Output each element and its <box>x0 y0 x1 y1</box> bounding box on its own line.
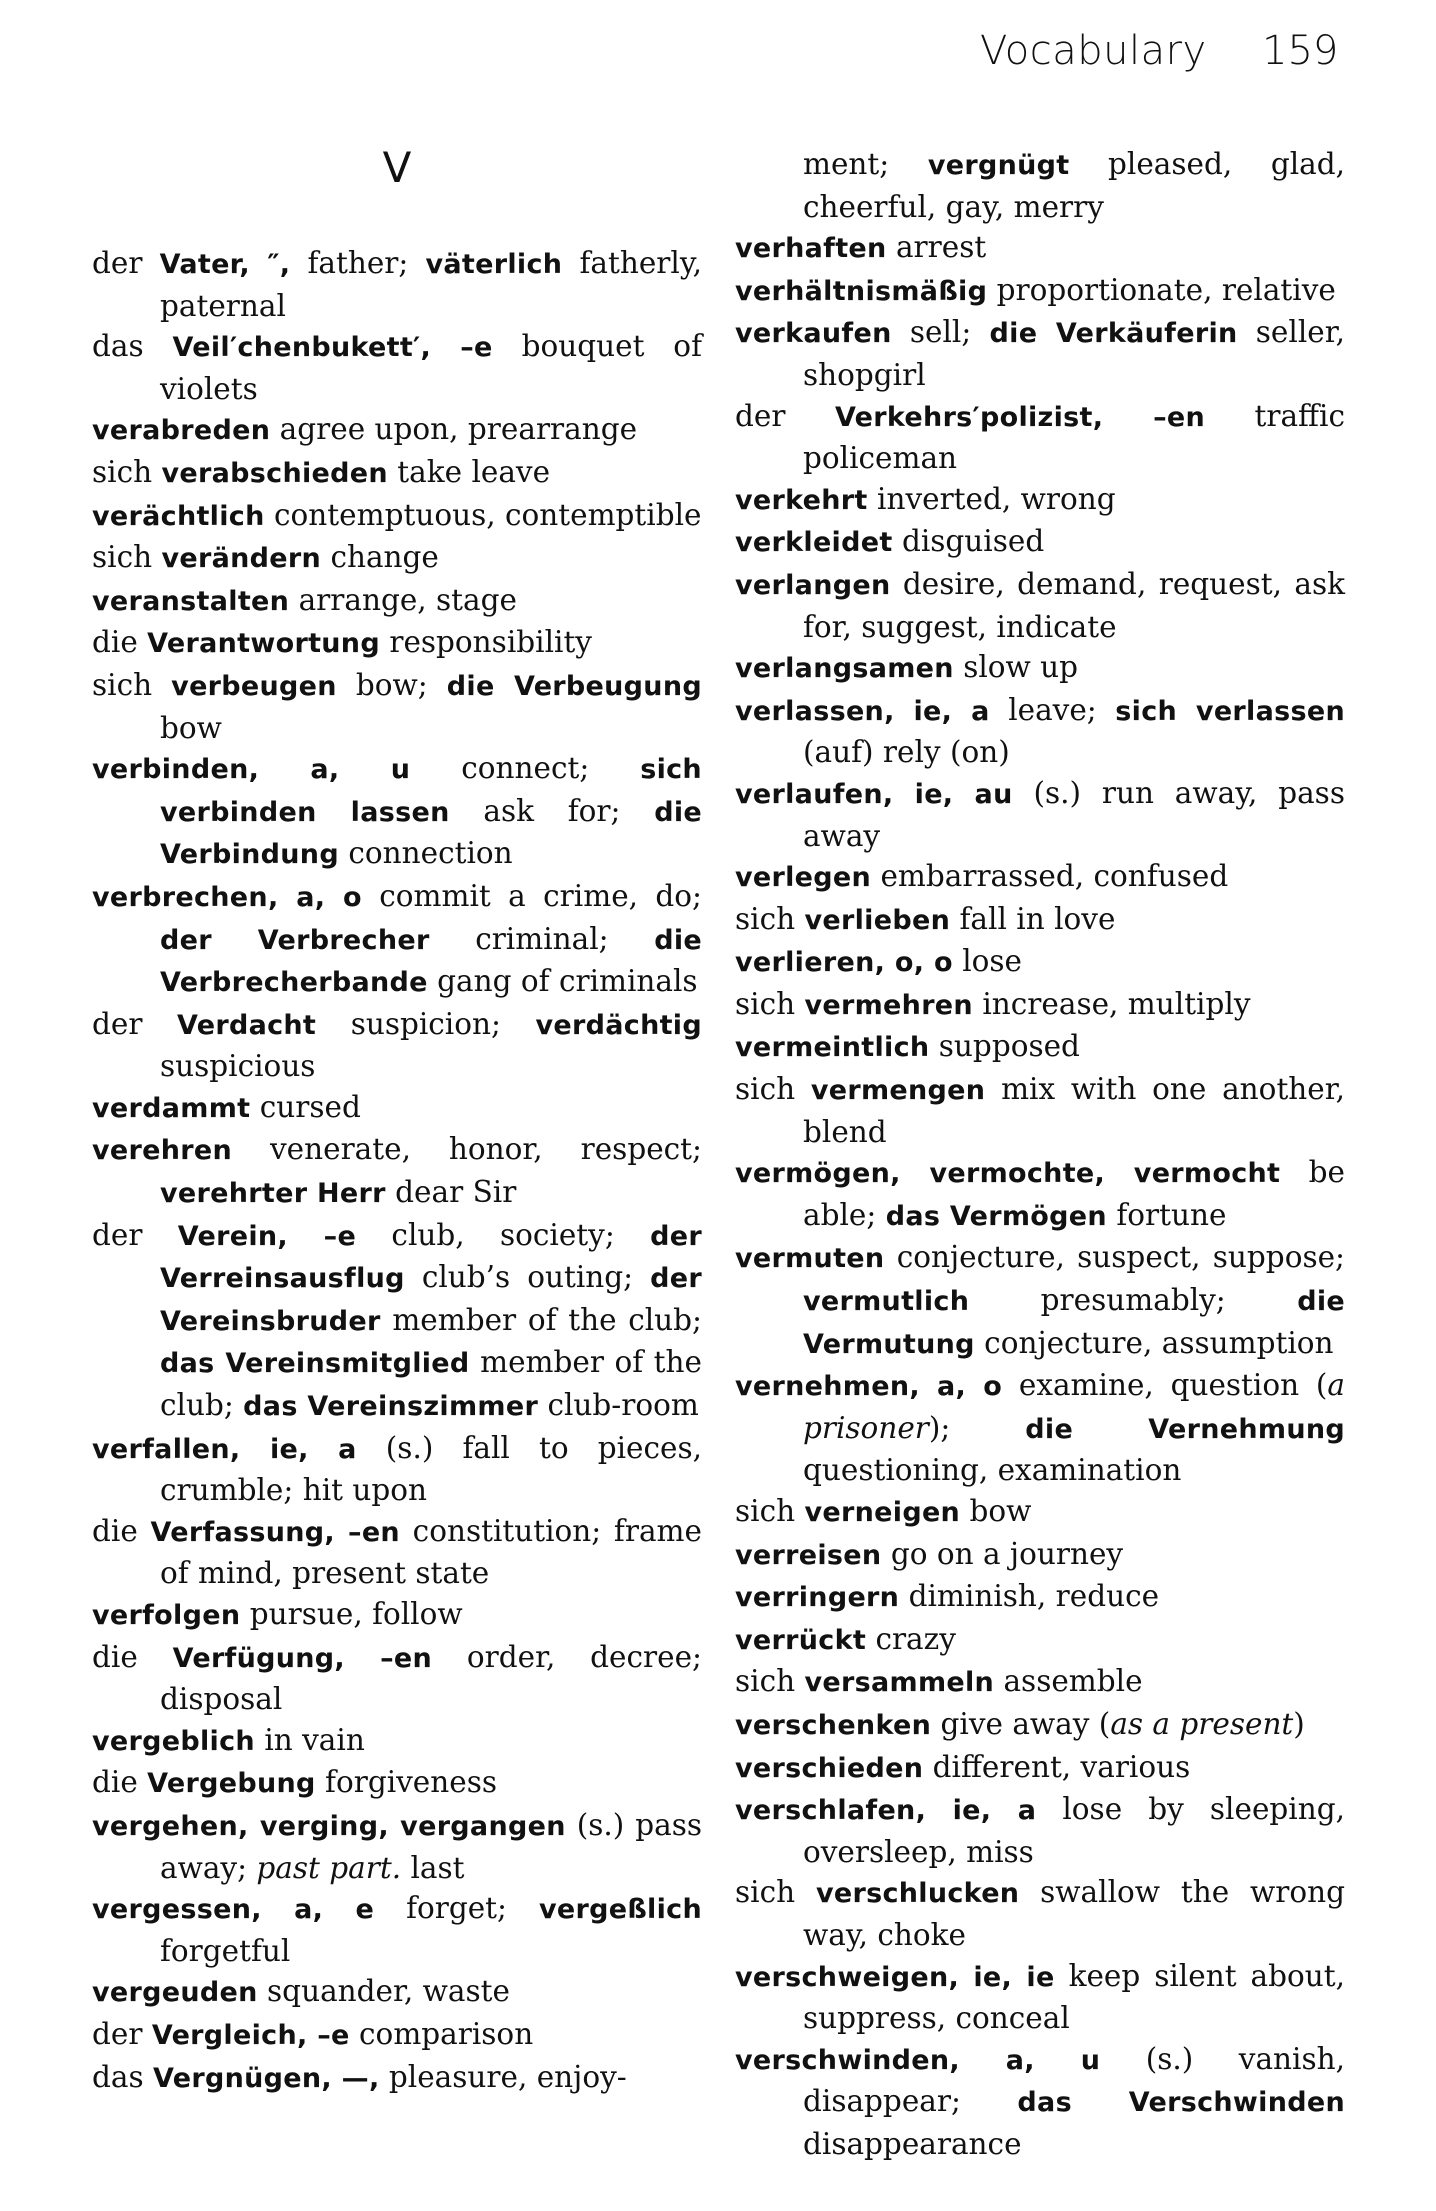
entry-derivative: das Vereinsmitglied <box>160 1348 470 1380</box>
entry-headword: verlangen <box>735 569 891 601</box>
dictionary-entry <box>92 452 702 495</box>
right-column <box>735 144 1345 2165</box>
entry-headword: verehren <box>92 1135 233 1167</box>
entry-article: das <box>92 2059 144 2094</box>
entry-gloss: member of the club; <box>160 1345 702 1423</box>
entry-article: die <box>92 625 138 660</box>
running-head: Vocabulary <box>980 28 1207 74</box>
dictionary-entry <box>92 1720 702 1763</box>
dictionary-entry <box>92 1805 702 1888</box>
entry-gloss: be able; <box>803 1155 1345 1232</box>
entry-headword: Vergleich, –e <box>151 2019 350 2051</box>
entry-headword: Verfügung, –en <box>172 1642 433 1674</box>
page-number: 159 <box>1262 28 1339 74</box>
dictionary-entry <box>92 537 702 580</box>
entry-gloss: (s.) run away, pass away <box>803 775 1345 853</box>
entry-headword: verhaften <box>735 233 887 265</box>
dictionary-entry <box>735 899 1345 942</box>
entry-article: sich <box>92 540 153 575</box>
entry-gloss: lose <box>962 944 1022 979</box>
entry-gloss: lose by sleeping, oversleep, miss <box>803 1792 1345 1869</box>
entry-headword: verlaufen, ie, au <box>735 778 1013 810</box>
entry-derivative: die Verkäuferin <box>989 318 1238 350</box>
entry-headword: verlangsamen <box>735 653 954 685</box>
entry-headword: Verfassung, –en <box>150 1516 400 1548</box>
entry-gloss: disguised <box>901 524 1045 559</box>
dictionary-entry <box>735 564 1345 647</box>
entry-gloss: dear Sir <box>395 1175 517 1210</box>
dictionary-entry <box>92 1004 702 1087</box>
right-entries <box>735 144 1345 2165</box>
entry-gloss: go on a journey <box>890 1536 1124 1571</box>
entry-headword: Vergnügen, —, <box>153 2062 380 2094</box>
entry-headword: verrückt <box>735 1624 867 1656</box>
entry-gloss: sell; <box>909 315 972 350</box>
entry-headword: Verdacht <box>177 1009 317 1041</box>
entry-gloss: crazy <box>875 1621 956 1656</box>
entry-headword: verkehrt <box>735 484 868 516</box>
entry-article: sich <box>735 1875 796 1910</box>
entry-headword: vergeblich <box>92 1725 255 1757</box>
entry-gloss: take leave <box>397 454 551 489</box>
entry-gloss: ask for; <box>483 793 621 828</box>
entry-derivative: die Vernehmung <box>1025 1413 1345 1445</box>
entry-gloss: suspicion; <box>350 1006 501 1041</box>
entry-gloss: conjecture, assumption <box>984 1325 1334 1360</box>
entry-gloss: criminal; <box>475 921 609 956</box>
dictionary-entry <box>735 1789 1345 1872</box>
dictionary-entry <box>92 1087 702 1130</box>
entry-headword: verfallen, ie, a <box>92 1433 357 1465</box>
entry-headword: verreisen <box>735 1539 882 1571</box>
entry-gloss: (s.) pass away; <box>160 1807 702 1885</box>
entry-gloss: diminish, reduce <box>908 1579 1160 1614</box>
entry-gloss: member of the club; <box>392 1302 702 1337</box>
dictionary-entry <box>735 479 1345 522</box>
entry-headword: verschlafen, ie, a <box>735 1795 1037 1827</box>
entry-headword: vernehmen, a, o <box>735 1371 1003 1403</box>
entry-headword: verschweigen, ie, ie <box>735 1961 1055 1993</box>
dictionary-entry <box>735 1619 1345 1662</box>
entry-gloss: seller, shopgirl <box>803 315 1345 392</box>
entry-headword: Veil′chenbukett′, –e <box>172 332 493 364</box>
entry-gloss: bow <box>969 1494 1032 1528</box>
entry-headword: verlieben <box>804 904 951 936</box>
dictionary-entry <box>735 1872 1345 1955</box>
entry-headword: verbrechen, a, o <box>92 881 362 913</box>
entry-article: sich <box>735 1664 796 1699</box>
entry-gloss: leave; <box>1008 692 1097 727</box>
entry-gloss: pursue, follow <box>249 1597 463 1631</box>
dictionary-entry <box>735 1576 1345 1619</box>
entry-headword: verlegen <box>735 862 872 894</box>
entry-gloss: pleasure, enjoy- <box>388 2059 627 2094</box>
entry-gloss: bow; <box>355 667 428 702</box>
entry-derivative: das Verschwinden <box>1017 2087 1345 2119</box>
entry-headword: vermengen <box>810 1075 986 1107</box>
entry-headword: verkleidet <box>735 527 893 559</box>
dictionary-entry <box>92 495 702 538</box>
entry-gloss: contemptuous, contemptible <box>274 497 702 532</box>
entry-italic: as a present <box>1110 1706 1294 1741</box>
entry-gloss: fall in love <box>959 901 1116 936</box>
dictionary-entry <box>92 409 702 452</box>
entry-article: sich <box>735 1072 796 1107</box>
entry-headword: verringern <box>735 1582 900 1614</box>
entry-derivative: verdächtig <box>535 1009 702 1041</box>
entry-article: der <box>92 1006 143 1041</box>
entry-headword: vergeuden <box>92 1977 258 2009</box>
entry-article: der <box>735 398 786 433</box>
entry-gloss: (s.) vanish, disappear; <box>803 2041 1345 2119</box>
entry-gloss: father; <box>307 246 409 280</box>
dictionary-entry <box>92 1594 702 1637</box>
entry-article: das <box>92 329 144 364</box>
entry-article: sich <box>735 901 796 936</box>
entry-gloss: connection <box>348 836 513 871</box>
entry-headword: vermögen, vermochte, vermocht <box>735 1158 1281 1190</box>
entry-gloss: give away ( <box>940 1706 1111 1741</box>
entry-article: die <box>92 1639 138 1674</box>
entry-gloss: club’s outing; <box>421 1260 634 1295</box>
entry-gloss: connect; <box>461 751 590 786</box>
entry-gloss: disappearance <box>803 2126 1022 2161</box>
dictionary-entry <box>92 2057 702 2100</box>
entry-gloss: swallow the wrong way, choke <box>803 1875 1345 1952</box>
entry-headword: verhältnismäßig <box>735 275 988 307</box>
dictionary-entry <box>735 144 1345 227</box>
entry-derivative: der Verreinsausflug <box>160 1220 702 1295</box>
entry-headword: vergessen, a, e <box>92 1894 375 1926</box>
entry-headword: Verkehrs′polizist, –en <box>834 401 1206 433</box>
entry-gloss: club, society; <box>391 1217 615 1252</box>
entry-gloss: conjecture, suspect, suppose; <box>896 1240 1345 1275</box>
entry-headword: verbinden, a, u <box>92 754 411 786</box>
entry-headword: verlieren, o, o <box>735 947 953 979</box>
entry-gloss: arrest <box>895 230 987 265</box>
entry-gloss: order, decree; disposal <box>160 1639 702 1717</box>
dictionary-entry <box>92 876 702 1004</box>
dictionary-entry <box>735 1365 1345 1491</box>
entry-gloss: constitution; frame of mind, present state <box>160 1513 702 1591</box>
entry-gloss: suspicious <box>160 1049 316 1084</box>
dictionary-entry <box>735 1026 1345 1069</box>
entry-article: die <box>92 1513 138 1548</box>
entry-gloss: responsibility <box>389 625 592 660</box>
entry-headword: verächtlich <box>92 500 265 532</box>
dictionary-entry <box>735 690 1345 773</box>
dictionary-entry <box>735 1661 1345 1704</box>
entry-headword: versammeln <box>804 1667 995 1699</box>
entry-derivative: vergnügt <box>927 150 1070 181</box>
entry-gloss: ) <box>1293 1706 1305 1741</box>
entry-gloss: (s.) fall to pieces, crumble; hit upon <box>160 1430 702 1508</box>
entry-headword: verschwinden, a, u <box>735 2044 1101 2076</box>
dictionary-entry <box>735 941 1345 984</box>
entry-gloss: forget; <box>406 1891 507 1926</box>
entry-headword: verneigen <box>804 1497 961 1528</box>
entry-gloss: mix with one another, blend <box>803 1072 1345 1149</box>
entry-derivative: vergeßlich <box>538 1894 702 1926</box>
entry-gloss: gang of criminals <box>437 964 698 999</box>
entry-gloss: pleased, glad, cheerful, gay, merry <box>803 147 1345 224</box>
entry-headword: vermuten <box>735 1243 885 1275</box>
dictionary-entry <box>735 1152 1345 1237</box>
dictionary-entry <box>92 1637 702 1720</box>
entry-headword: Verantwortung <box>147 628 380 660</box>
entry-article: die <box>92 1765 138 1800</box>
dictionary-entry <box>735 1491 1345 1534</box>
dictionary-entry <box>92 1215 702 1428</box>
entry-gloss: proportionate, relative <box>996 272 1336 307</box>
entry-derivative: verehrter Herr <box>160 1178 386 1210</box>
entry-derivative: väterlich <box>425 249 563 280</box>
dictionary-entry <box>735 1534 1345 1577</box>
entry-derivative: die Verbrecherbande <box>160 924 702 999</box>
entry-gloss: questioning, examination <box>803 1453 1182 1488</box>
dictionary-entry <box>735 521 1345 564</box>
entry-headword: vermehren <box>804 989 973 1021</box>
entry-headword: verändern <box>161 543 322 575</box>
dictionary-entry <box>92 1971 702 2014</box>
entry-gloss: different, various <box>932 1749 1191 1784</box>
entry-gloss: increase, multiply <box>982 986 1251 1021</box>
entry-gloss: commit a crime, do; <box>379 878 702 913</box>
entry-gloss: squander, waste <box>267 1974 510 2009</box>
entry-headword: verabschieden <box>161 457 388 489</box>
entry-gloss: keep silent about, suppress, conceal <box>803 1958 1345 2036</box>
entry-gloss: inverted, wrong <box>877 481 1116 516</box>
entry-derivative: die Verbindung <box>160 796 702 871</box>
dictionary-entry <box>92 2014 702 2057</box>
entry-gloss: forgetful <box>160 1933 291 1968</box>
dictionary-entry <box>735 312 1345 395</box>
entry-gloss: embarrassed, confused <box>880 859 1229 894</box>
entry-gloss: ment; <box>803 147 890 181</box>
entry-article: sich <box>92 454 153 489</box>
dictionary-entry <box>92 1428 702 1511</box>
entry-headword: Vater, ″, <box>159 249 291 280</box>
entry-headword: Verein, –e <box>177 1220 357 1252</box>
dictionary-entry <box>735 1747 1345 1790</box>
entry-article: sich <box>735 1494 796 1528</box>
entry-headword: verbeugen <box>171 670 337 702</box>
entry-headword: veranstalten <box>92 585 290 617</box>
entry-article: der <box>92 246 143 280</box>
entry-derivative: das Vereinszimmer <box>243 1391 539 1423</box>
entry-italic: a prisoner <box>803 1368 1345 1445</box>
entry-gloss: fatherly, paternal <box>160 246 702 323</box>
dictionary-entry <box>92 326 702 409</box>
entry-derivative: sich verlassen <box>1115 695 1345 727</box>
entry-headword: verdammt <box>92 1092 251 1124</box>
entry-gloss: cursed <box>259 1089 361 1124</box>
entry-gloss: last <box>410 1850 465 1885</box>
entry-gloss: bow <box>160 710 222 745</box>
entry-gloss: traffic policeman <box>803 398 1345 476</box>
entry-gloss: presumably; <box>1040 1283 1226 1318</box>
entry-gloss: comparison <box>359 2016 534 2051</box>
entry-headword: verlassen, ie, a <box>735 695 990 727</box>
dictionary-entry <box>735 1704 1345 1747</box>
entry-italic: past part. <box>256 1850 402 1885</box>
page-header <box>0 22 1436 92</box>
entry-headword: verschenken <box>735 1709 932 1741</box>
entry-gloss: club-room <box>547 1388 699 1423</box>
entry-headword: verabreden <box>92 415 271 447</box>
dictionary-entry <box>92 1511 702 1594</box>
entry-gloss: venerate, honor, respect; <box>269 1132 702 1167</box>
entry-headword: verfolgen <box>92 1600 241 1631</box>
dictionary-entry <box>735 1069 1345 1152</box>
dictionary-entry <box>92 243 702 326</box>
entry-gloss: examine, question ( <box>1018 1368 1328 1403</box>
dictionary-entry <box>735 270 1345 313</box>
entry-derivative: sich verbinden lassen <box>160 754 702 828</box>
entry-gloss: slow up <box>963 650 1079 685</box>
entry-derivative: die Verbeugung <box>446 670 702 702</box>
dictionary-entry <box>92 1888 702 1971</box>
dictionary-entry <box>735 647 1345 690</box>
section-letter: V <box>382 143 412 192</box>
entry-derivative: der Verbrecher <box>160 924 430 956</box>
entry-derivative: der Vereinsbruder <box>160 1263 702 1337</box>
dictionary-entry <box>735 2039 1345 2165</box>
left-entries <box>92 243 702 2099</box>
entry-article: sich <box>92 667 153 702</box>
entry-gloss: arrange, stage <box>298 582 517 617</box>
dictionary-entry <box>92 1762 702 1805</box>
dictionary-entry <box>735 1237 1345 1365</box>
entry-derivative: das Vermögen <box>885 1200 1107 1232</box>
dictionary-entry <box>92 580 702 623</box>
dictionary-entry <box>735 856 1345 899</box>
entry-gloss: fortune <box>1116 1197 1227 1232</box>
dictionary-entry <box>735 227 1345 270</box>
dictionary-entry <box>92 748 702 876</box>
left-column <box>92 140 702 2099</box>
dictionary-entry <box>92 1129 702 1214</box>
entry-gloss: desire, demand, request, ask for, suggest, indicate <box>803 566 1345 644</box>
entry-derivative: vermutlich <box>803 1286 970 1318</box>
dictionary-entry <box>735 984 1345 1027</box>
entry-headword: verschlucken <box>815 1878 1020 1910</box>
entry-headword: verkaufen <box>735 318 892 350</box>
entry-gloss: in vain <box>264 1722 365 1757</box>
entry-article: der <box>92 2016 143 2051</box>
dictionary-entry <box>735 773 1345 856</box>
entry-article: sich <box>735 986 796 1021</box>
dictionary-entry <box>735 1956 1345 2039</box>
entry-article: der <box>92 1217 143 1252</box>
entry-gloss: ); <box>928 1410 951 1445</box>
entry-headword: vergehen, verging, vergangen <box>92 1810 566 1842</box>
entry-headword: Vergebung <box>147 1768 316 1800</box>
dictionary-entry <box>92 665 702 748</box>
entry-gloss: bouquet of violets <box>160 329 702 406</box>
entry-derivative: die Vermutung <box>803 1286 1345 1360</box>
entry-headword: vermeintlich <box>735 1032 930 1064</box>
entry-gloss: forgiveness <box>325 1765 498 1800</box>
entry-gloss: change <box>330 540 439 575</box>
entry-gloss: agree upon, prearrange <box>279 412 638 447</box>
dictionary-entry <box>735 396 1345 479</box>
entry-gloss: (auf) rely (on) <box>803 735 1010 770</box>
entry-gloss: supposed <box>938 1029 1080 1064</box>
entry-headword: verschieden <box>735 1752 924 1784</box>
entry-gloss: assemble <box>1003 1664 1143 1699</box>
dictionary-entry <box>92 622 702 665</box>
